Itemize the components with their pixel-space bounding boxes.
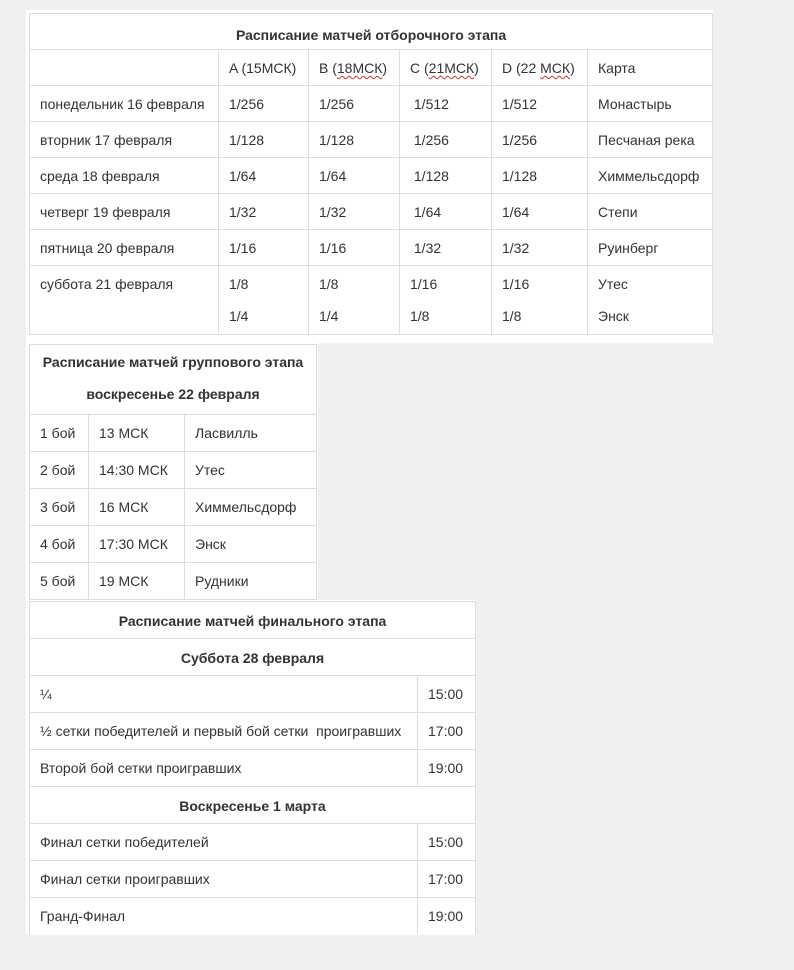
- final-day1-date: Суббота 28 февраля: [30, 639, 476, 676]
- fight-cell: 3 бой: [30, 489, 89, 526]
- round-cell-b: 1/32: [309, 194, 400, 230]
- fight-cell: 5 бой: [30, 563, 89, 600]
- group-schedule-panel: [26, 343, 318, 601]
- map-cell: Песчаная река: [588, 122, 713, 158]
- round-cell-c: 1/128: [400, 158, 492, 194]
- table-row: [30, 750, 476, 787]
- table-row: [30, 824, 476, 861]
- time-cell: 15:00: [418, 824, 476, 861]
- map-cell: Энск: [185, 526, 317, 563]
- table-row: [30, 158, 713, 194]
- day-cell: среда 18 февраля: [30, 158, 219, 194]
- table-row: [30, 86, 713, 122]
- round-value: 1/8: [410, 308, 430, 324]
- table-row: [30, 861, 476, 898]
- map-cell: Рудники: [185, 563, 317, 600]
- group-schedule-table: [29, 344, 317, 600]
- map-cell: Руинберг: [588, 230, 713, 266]
- round-value: 1/16: [502, 276, 530, 292]
- table-row: [30, 898, 476, 935]
- round-cell-d: 1/128: [492, 158, 588, 194]
- day-cell: суббота 21 февраля: [30, 266, 219, 335]
- round-cell-d: 1/512: [492, 86, 588, 122]
- round-value: 1/4: [229, 308, 249, 324]
- time-cell: 14:30 МСК: [89, 452, 185, 489]
- table-row: [30, 676, 476, 713]
- table-row: [30, 230, 713, 266]
- event-cell: Финал сетки победителей: [30, 824, 418, 861]
- round-cell-a: [219, 266, 309, 335]
- time-cell: 13 МСК: [89, 415, 185, 452]
- time-cell: 17:00: [418, 861, 476, 898]
- day-cell: понедельник 16 февраля: [30, 86, 219, 122]
- fight-cell: 4 бой: [30, 526, 89, 563]
- round-cell-c: [400, 266, 492, 335]
- round-cell-c: 1/512: [400, 86, 492, 122]
- round-cell-b: 1/64: [309, 158, 400, 194]
- table-row: [30, 489, 317, 526]
- table-row: [30, 452, 317, 489]
- map-cell: [588, 266, 713, 335]
- event-cell: Финал сетки проигравших: [30, 861, 418, 898]
- qualifying-schedule-panel: [26, 10, 713, 343]
- round-cell-a: 1/128: [219, 122, 309, 158]
- time-cell: 17:30 МСК: [89, 526, 185, 563]
- final-schedule-panel: [26, 600, 476, 935]
- table-row: [30, 415, 317, 452]
- round-cell-b: 1/16: [309, 230, 400, 266]
- map-cell: Ласвилль: [185, 415, 317, 452]
- round-value: 1/16: [410, 276, 438, 292]
- round-cell-d: [492, 266, 588, 335]
- time-cell: 19:00: [418, 898, 476, 935]
- map-value: Энск: [598, 308, 629, 324]
- final-title: Расписание матчей финального этапа: [30, 602, 476, 639]
- table-row: [30, 526, 317, 563]
- round-value: 1/8: [502, 308, 522, 324]
- fight-cell: 1 бой: [30, 415, 89, 452]
- table-row: [30, 713, 476, 750]
- time-cell: 19:00: [418, 750, 476, 787]
- event-cell: ½ сетки победителей и первый бой сетки проигравших: [30, 713, 418, 750]
- time-cell: 15:00: [418, 676, 476, 713]
- round-cell-a: 1/16: [219, 230, 309, 266]
- round-value: 1/8: [319, 276, 339, 292]
- header-cell-b: B (18МСК): [309, 50, 400, 86]
- day-cell: четверг 19 февраля: [30, 194, 219, 230]
- time-cell: 16 МСК: [89, 489, 185, 526]
- table-row: [30, 122, 713, 158]
- round-cell-a: 1/256: [219, 86, 309, 122]
- qualifying-title: Расписание матчей отборочного этапа: [30, 14, 713, 50]
- event-cell: ¼: [30, 676, 418, 713]
- map-cell: Степи: [588, 194, 713, 230]
- round-cell-d: 1/256: [492, 122, 588, 158]
- round-cell-c: 1/64: [400, 194, 492, 230]
- map-cell: Монастырь: [588, 86, 713, 122]
- final-schedule-table: [29, 601, 476, 935]
- round-value: 1/4: [319, 308, 339, 324]
- qualifying-schedule-table: [29, 13, 713, 335]
- group-title-text: Расписание матчей группового этапа: [42, 354, 304, 370]
- round-cell-b: 1/128: [309, 122, 400, 158]
- day-cell: пятница 20 февраля: [30, 230, 219, 266]
- table-row: [30, 266, 713, 335]
- round-cell-a: 1/32: [219, 194, 309, 230]
- map-cell: Утес: [185, 452, 317, 489]
- round-cell-c: 1/32: [400, 230, 492, 266]
- header-cell-c: C (21МСК): [400, 50, 492, 86]
- group-date: воскресенье 22 февраля: [86, 386, 260, 402]
- day-cell: вторник 17 февраля: [30, 122, 219, 158]
- final-day2-date: Воскресенье 1 марта: [30, 787, 476, 824]
- table-row: [30, 563, 317, 600]
- fight-cell: 2 бой: [30, 452, 89, 489]
- round-cell-b: 1/256: [309, 86, 400, 122]
- table-row: [30, 194, 713, 230]
- event-cell: Гранд-Финал: [30, 898, 418, 935]
- time-cell: 19 МСК: [89, 563, 185, 600]
- round-cell-a: 1/64: [219, 158, 309, 194]
- time-cell: 17:00: [418, 713, 476, 750]
- map-cell: Химмельсдорф: [588, 158, 713, 194]
- map-cell: Химмельсдорф: [185, 489, 317, 526]
- table-header-row: [30, 50, 713, 86]
- round-value: 1/8: [229, 276, 249, 292]
- header-cell-day: [30, 50, 219, 86]
- round-cell-d: 1/64: [492, 194, 588, 230]
- map-value: Утес: [598, 276, 628, 292]
- header-cell-a: A (15МСК): [219, 50, 309, 86]
- round-cell-c: 1/256: [400, 122, 492, 158]
- group-title: [30, 345, 317, 415]
- round-cell-b: [309, 266, 400, 335]
- round-cell-d: 1/32: [492, 230, 588, 266]
- event-cell: Второй бой сетки проигравших: [30, 750, 418, 787]
- header-cell-d: D (22 МСК): [492, 50, 588, 86]
- header-cell-map: Карта: [588, 50, 713, 86]
